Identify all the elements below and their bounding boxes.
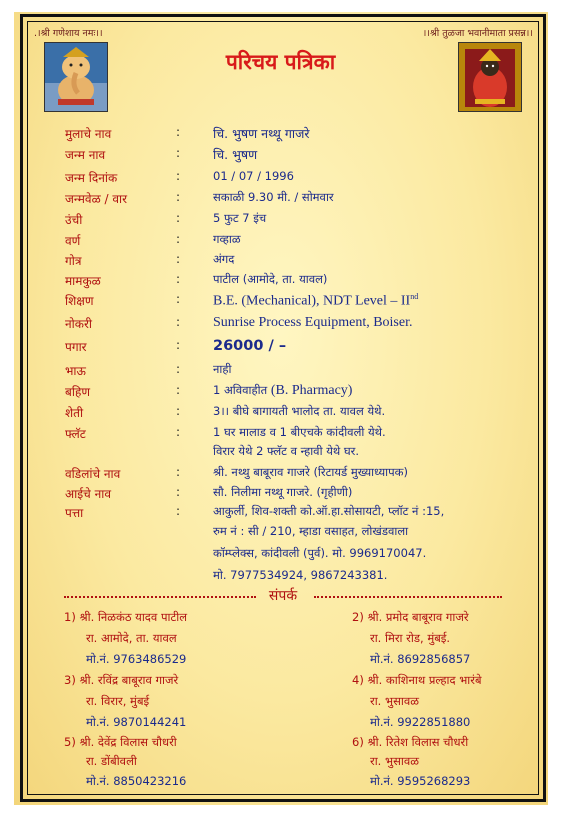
field-value: सौ. निलीमा नथ्थू गाजरे. (गृहीणी) (213, 485, 353, 499)
field-colon: : (176, 315, 181, 329)
field-colon: : (176, 125, 181, 139)
field-row (0, 292, 561, 312)
field-label: उंची (65, 213, 83, 227)
field-row (0, 425, 561, 445)
field-label: वडिलांचे नाव (65, 467, 121, 481)
field-value: 3।। बीघे बागायती भालोद ता. यावल येथे. (213, 404, 386, 418)
contact-mobile: मो.नं. 9763486529 (86, 652, 187, 666)
field-colon: : (176, 338, 181, 352)
contact-entry (352, 673, 482, 730)
page-title: परिचय पत्रिका (225, 50, 336, 74)
field-row (0, 125, 561, 145)
field-value: चि. भुषण नथ्थू गाजरे (213, 126, 310, 141)
contact-entry (352, 610, 470, 667)
field-label: आईचे नाव (65, 487, 112, 501)
field-value: नाही (213, 362, 232, 376)
contact-name: 5) श्री. देवेंद्र विलास चौधरी (64, 735, 177, 749)
field-row (0, 232, 561, 252)
field-value (213, 383, 352, 399)
field-value: चि. भुषण (213, 147, 258, 162)
greeting-right: ।।श्री तुळजा भवानीमाता प्रसन्न।। (422, 28, 533, 39)
field-colon: : (176, 252, 181, 266)
field-row-continued (0, 546, 561, 566)
field-colon: : (176, 169, 181, 183)
field-colon: : (176, 425, 181, 439)
contact-title: संपर्क (268, 588, 298, 604)
field-colon: : (176, 272, 181, 286)
contact-entry (64, 610, 187, 667)
field-colon: : (176, 292, 181, 306)
field-colon: : (176, 362, 181, 376)
contact-mobile: मो.नं. 9595268293 (370, 774, 471, 788)
contact-mobile: मो.नं. 9922851880 (370, 715, 471, 729)
field-label: बहिण (65, 385, 91, 399)
field-value: अंगद (213, 252, 235, 266)
field-value-line2: रुम नं : सी / 210, म्हाडा वसाहत, लोखंडवाला (213, 524, 409, 538)
field-label: भाऊ (65, 364, 86, 378)
field-colon: : (176, 190, 181, 204)
contact-mobile: मो.नं. 9870144241 (86, 715, 187, 729)
field-row (0, 338, 561, 358)
field-label: जन्म नाव (65, 148, 106, 162)
contact-header (64, 586, 502, 606)
contact-name: 6) श्री. रितेश विलास चौधरी (352, 735, 469, 749)
field-row-continued (0, 444, 561, 464)
field-colon: : (176, 404, 181, 418)
field-label: वर्ण (65, 234, 81, 248)
contact-name: 3) श्री. रविंद्र बाबूराव गाजरे (64, 673, 179, 687)
field-value: पाटील (आमोदे, ता. यावल) (213, 272, 328, 286)
contact-name: 1) श्री. निळकंठ यादव पाटील (64, 610, 188, 624)
greeting-left: .।श्री गणेशाय नमः।। (34, 28, 103, 39)
field-label: पगार (65, 340, 87, 354)
education-superscript: nd (410, 292, 419, 301)
field-row (0, 362, 561, 382)
field-colon: : (176, 232, 181, 246)
field-value: आकुर्ली, शिव-शक्ती को.ऑ.हा.सोसायटी, प्लॉट नं :15, (213, 504, 445, 518)
field-row (0, 504, 561, 524)
field-label: नोकरी (65, 317, 93, 331)
contact-entry (64, 735, 186, 789)
field-value: श्री. नथ्थु बाबूराव गाजरे (रिटायर्ड मुख्याध्यापक) (213, 465, 408, 479)
field-row (0, 211, 561, 231)
field-value-line2: विरार येथे 2 फ्लॅट व न्हावी येथे घर. (213, 444, 360, 458)
field-row (0, 404, 561, 424)
field-row (0, 315, 561, 335)
field-label: शेती (65, 406, 84, 420)
field-label: जन्मवेळ / वार (65, 192, 128, 206)
field-row (0, 252, 561, 272)
field-colon: : (176, 383, 181, 397)
field-row-continued (0, 568, 561, 588)
field-label: शिक्षण (65, 294, 94, 308)
field-value: 01 / 07 / 1996 (213, 169, 294, 183)
contact-mobile: मो.नं. 8850423216 (86, 774, 187, 788)
field-label: फ्लॅट (65, 427, 86, 441)
field-value: सकाळी 9.30 मी. / सोमवार (213, 190, 334, 204)
contact-name: 2) श्री. प्रमोद बाबूराव गाजरे (352, 610, 469, 624)
field-value-line4: मो. 7977534924, 9867243381. (213, 568, 388, 582)
field-colon: : (176, 465, 181, 479)
field-label: मुलाचे नाव (65, 127, 112, 141)
contact-address: रा. विरार, मुंबई (86, 694, 150, 708)
field-row (0, 485, 561, 505)
field-colon: : (176, 146, 181, 160)
field-value: गव्हाळ (213, 232, 241, 246)
contact-address: रा. भुसावळ (370, 694, 419, 708)
contact-address: रा. आमोदे, ता. यावल (86, 631, 177, 645)
contact-entry (64, 673, 186, 730)
field-row (0, 190, 561, 210)
field-value: 26000 / – (213, 338, 287, 354)
contact-mobile: मो.नं. 8692856857 (370, 652, 471, 666)
contact-entry (352, 735, 470, 789)
field-row (0, 272, 561, 292)
contact-name: 4) श्री. काशिनाथ प्रल्हाद भारंबे (352, 673, 482, 687)
field-value: Sunrise Process Equipment, Boiser. (213, 315, 413, 330)
sister-text: 1 अविवाहीत (213, 383, 268, 397)
contact-address: रा. भुसावळ (370, 754, 419, 768)
field-value-line3: कॉम्प्लेक्स, कांदीवली (पुर्व). मो. 9969170047. (213, 546, 427, 560)
field-value: 1 घर मालाड व 1 बीएचके कांदीवली येथे. (213, 425, 386, 439)
field-colon: : (176, 485, 181, 499)
field-row (0, 146, 561, 166)
education-text: B.E. (Mechanical), NDT Level – II (213, 293, 411, 309)
contact-address: रा. डोंबीवली (86, 754, 137, 768)
field-colon: : (176, 211, 181, 225)
field-row (0, 169, 561, 189)
field-value (213, 292, 418, 310)
contact-address: रा. मिरा रोड, मुंबई. (370, 631, 451, 645)
field-row (0, 465, 561, 485)
field-colon: : (176, 504, 181, 518)
field-label: पत्ता (65, 506, 84, 520)
field-value: 5 फुट 7 इंच (213, 211, 267, 225)
sister-degree: (B. Pharmacy) (270, 383, 353, 398)
field-row (0, 383, 561, 403)
field-row-continued (0, 524, 561, 544)
field-label: गोत्र (65, 254, 82, 268)
field-label: मामकुळ (65, 274, 101, 288)
field-label: जन्म दिनांक (65, 171, 118, 185)
